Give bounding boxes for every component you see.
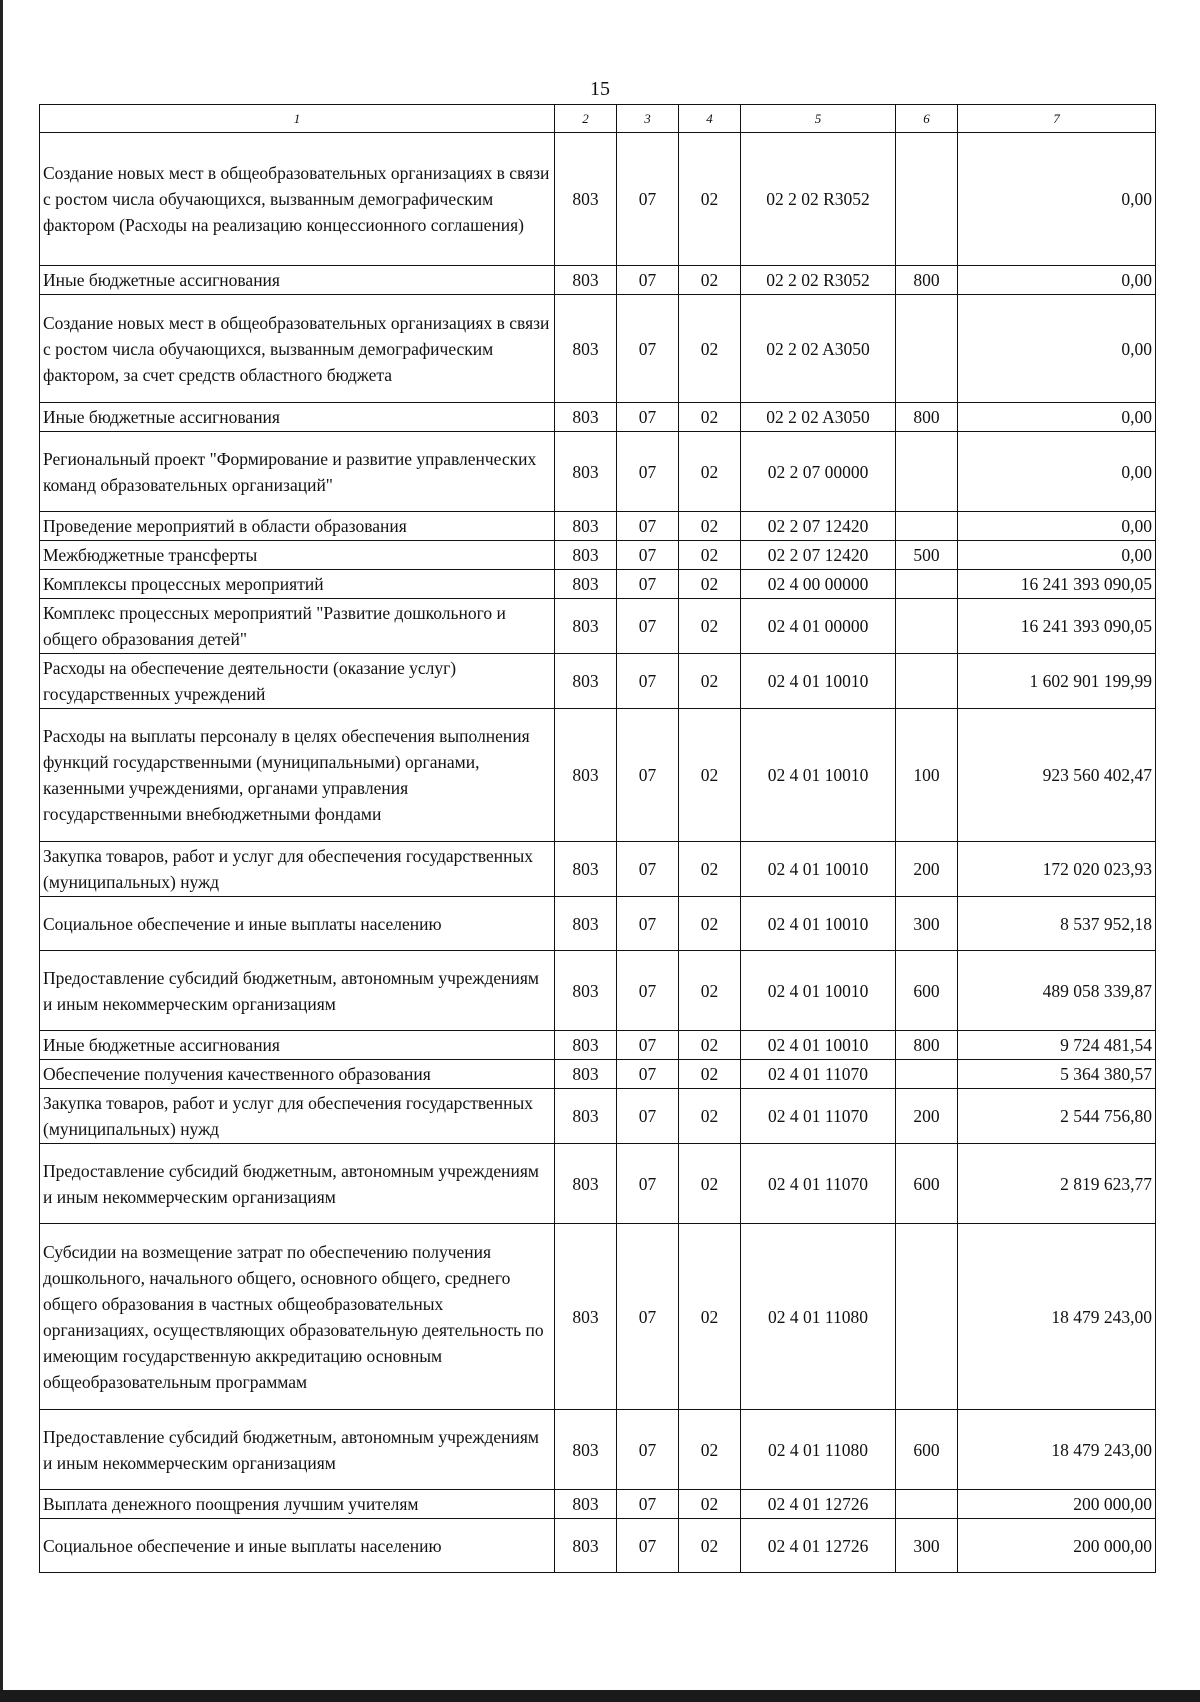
- table-row: [40, 1089, 1156, 1144]
- subsection-code: 02: [679, 1060, 741, 1089]
- subsection-code: 02: [679, 1144, 741, 1224]
- expense-type-code: 300: [896, 897, 958, 951]
- table-row: [40, 709, 1156, 842]
- amount: 16 241 393 090,05: [958, 570, 1156, 599]
- subsection-code: 02: [679, 512, 741, 541]
- line-item-name: Комплекс процессных мероприятий "Развитие дошкольного и общего образования детей": [40, 599, 555, 654]
- target-article-code: 02 4 01 10010: [741, 709, 896, 842]
- section-code: 07: [617, 1410, 679, 1490]
- section-code: 07: [617, 599, 679, 654]
- table-row: [40, 133, 1156, 266]
- section-code: 07: [617, 1144, 679, 1224]
- ministry-code: 803: [555, 1089, 617, 1144]
- table-row: [40, 295, 1156, 403]
- table-row: [40, 654, 1156, 709]
- subsection-code: 02: [679, 842, 741, 897]
- subsection-code: 02: [679, 1089, 741, 1144]
- ministry-code: 803: [555, 1060, 617, 1089]
- table-row: [40, 1144, 1156, 1224]
- amount: 18 479 243,00: [958, 1410, 1156, 1490]
- expense-type-code: [896, 1060, 958, 1089]
- target-article-code: 02 4 01 10010: [741, 951, 896, 1031]
- table-row: [40, 842, 1156, 897]
- amount: 5 364 380,57: [958, 1060, 1156, 1089]
- expense-type-code: 800: [896, 266, 958, 295]
- section-code: 07: [617, 403, 679, 432]
- table-row: [40, 1519, 1156, 1573]
- expense-type-code: 600: [896, 1410, 958, 1490]
- subsection-code: 02: [679, 1031, 741, 1060]
- line-item-name: Социальное обеспечение и иные выплаты населению: [40, 897, 555, 951]
- target-article-code: 02 2 02 A3050: [741, 295, 896, 403]
- section-code: 07: [617, 512, 679, 541]
- line-item-name: Создание новых мест в общеобразовательных организациях в связи с ростом числа обучающихся, вызванным демографическим фактором (Расходы на реализацию концессионного соглашения): [40, 133, 555, 266]
- table-row: [40, 1410, 1156, 1490]
- line-item-name: Иные бюджетные ассигнования: [40, 1031, 555, 1060]
- amount: 200 000,00: [958, 1519, 1156, 1573]
- section-code: 07: [617, 1519, 679, 1573]
- subsection-code: 02: [679, 432, 741, 512]
- table-row: [40, 512, 1156, 541]
- target-article-code: 02 4 01 11070: [741, 1089, 896, 1144]
- section-code: 07: [617, 1060, 679, 1089]
- target-article-code: 02 2 02 R3052: [741, 133, 896, 266]
- column-number: 1: [40, 105, 555, 133]
- expense-type-code: 300: [896, 1519, 958, 1573]
- column-number: 3: [617, 105, 679, 133]
- target-article-code: 02 4 01 11070: [741, 1144, 896, 1224]
- line-item-name: Обеспечение получения качественного образования: [40, 1060, 555, 1089]
- subsection-code: 02: [679, 295, 741, 403]
- ministry-code: 803: [555, 951, 617, 1031]
- ministry-code: 803: [555, 1519, 617, 1573]
- expense-type-code: 800: [896, 1031, 958, 1060]
- section-code: 07: [617, 1490, 679, 1519]
- column-number: 4: [679, 105, 741, 133]
- expense-type-code: [896, 432, 958, 512]
- line-item-name: Социальное обеспечение и иные выплаты населению: [40, 1519, 555, 1573]
- amount: 2 819 623,77: [958, 1144, 1156, 1224]
- expense-type-code: [896, 1224, 958, 1410]
- table-row: [40, 1224, 1156, 1410]
- amount: 0,00: [958, 541, 1156, 570]
- line-item-name: Иные бюджетные ассигнования: [40, 266, 555, 295]
- ministry-code: 803: [555, 541, 617, 570]
- line-item-name: Предоставление субсидий бюджетным, автономным учреждениям и иным некоммерческим организациям: [40, 1410, 555, 1490]
- ministry-code: 803: [555, 512, 617, 541]
- subsection-code: 02: [679, 403, 741, 432]
- target-article-code: 02 2 02 R3052: [741, 266, 896, 295]
- line-item-name: Закупка товаров, работ и услуг для обеспечения государственных (муниципальных) нужд: [40, 842, 555, 897]
- ministry-code: 803: [555, 295, 617, 403]
- section-code: 07: [617, 133, 679, 266]
- expense-type-code: 500: [896, 541, 958, 570]
- expense-type-code: [896, 570, 958, 599]
- table-row: [40, 266, 1156, 295]
- line-item-name: Субсидии на возмещение затрат по обеспечению получения дошкольного, начального общего, основного общего, среднего общего образования в частных общеобразовательных организациях, осуществляющих образовательную деятельность по имеющим государственную аккредитацию основным общеобразовательным программам: [40, 1224, 555, 1410]
- section-code: 07: [617, 1089, 679, 1144]
- amount: 0,00: [958, 403, 1156, 432]
- target-article-code: 02 4 01 10010: [741, 1031, 896, 1060]
- ministry-code: 803: [555, 133, 617, 266]
- expense-type-code: 200: [896, 1089, 958, 1144]
- column-number: 2: [555, 105, 617, 133]
- section-code: 07: [617, 266, 679, 295]
- amount: 16 241 393 090,05: [958, 599, 1156, 654]
- line-item-name: Создание новых мест в общеобразовательных организациях в связи с ростом числа обучающихся, вызванным демографическим фактором, за счет средств областного бюджета: [40, 295, 555, 403]
- expense-type-code: 800: [896, 403, 958, 432]
- expense-type-code: [896, 295, 958, 403]
- target-article-code: 02 4 01 12726: [741, 1519, 896, 1573]
- section-code: 07: [617, 295, 679, 403]
- section-code: 07: [617, 842, 679, 897]
- expense-type-code: 600: [896, 951, 958, 1031]
- table-row: [40, 1490, 1156, 1519]
- amount: 9 724 481,54: [958, 1031, 1156, 1060]
- target-article-code: 02 4 01 10010: [741, 654, 896, 709]
- amount: 489 058 339,87: [958, 951, 1156, 1031]
- subsection-code: 02: [679, 266, 741, 295]
- amount: 923 560 402,47: [958, 709, 1156, 842]
- target-article-code: 02 2 07 00000: [741, 432, 896, 512]
- expense-type-code: 200: [896, 842, 958, 897]
- section-code: 07: [617, 951, 679, 1031]
- ministry-code: 803: [555, 1490, 617, 1519]
- section-code: 07: [617, 709, 679, 842]
- ministry-code: 803: [555, 654, 617, 709]
- table-row: [40, 1060, 1156, 1089]
- target-article-code: 02 4 01 11080: [741, 1224, 896, 1410]
- ministry-code: 803: [555, 599, 617, 654]
- amount: 0,00: [958, 432, 1156, 512]
- ministry-code: 803: [555, 403, 617, 432]
- column-number: 5: [741, 105, 896, 133]
- line-item-name: Комплексы процессных мероприятий: [40, 570, 555, 599]
- ministry-code: 803: [555, 432, 617, 512]
- table-row: [40, 951, 1156, 1031]
- section-code: 07: [617, 1224, 679, 1410]
- subsection-code: 02: [679, 709, 741, 842]
- table-row: [40, 897, 1156, 951]
- section-code: 07: [617, 897, 679, 951]
- ministry-code: 803: [555, 709, 617, 842]
- ministry-code: 803: [555, 1410, 617, 1490]
- page-number: 15: [590, 78, 610, 100]
- column-number: 6: [896, 105, 958, 133]
- target-article-code: 02 4 01 10010: [741, 897, 896, 951]
- table-row: [40, 599, 1156, 654]
- ministry-code: 803: [555, 266, 617, 295]
- target-article-code: 02 4 01 12726: [741, 1490, 896, 1519]
- target-article-code: 02 4 01 00000: [741, 599, 896, 654]
- section-code: 07: [617, 541, 679, 570]
- amount: 172 020 023,93: [958, 842, 1156, 897]
- ministry-code: 803: [555, 1031, 617, 1060]
- subsection-code: 02: [679, 654, 741, 709]
- amount: 2 544 756,80: [958, 1089, 1156, 1144]
- amount: 0,00: [958, 266, 1156, 295]
- amount: 200 000,00: [958, 1490, 1156, 1519]
- scan-left-edge: [0, 0, 3, 1690]
- line-item-name: Региональный проект "Формирование и развитие управленческих команд образовательных организаций": [40, 432, 555, 512]
- line-item-name: Расходы на выплаты персоналу в целях обеспечения выполнения функций государственными (муниципальными) органами, казенными учреждениями, органами управления государственными внебюджетными фондами: [40, 709, 555, 842]
- amount: 0,00: [958, 295, 1156, 403]
- amount: 8 537 952,18: [958, 897, 1156, 951]
- expense-type-code: [896, 599, 958, 654]
- table-row: [40, 541, 1156, 570]
- subsection-code: 02: [679, 1490, 741, 1519]
- amount: 18 479 243,00: [958, 1224, 1156, 1410]
- column-number: 7: [958, 105, 1156, 133]
- line-item-name: Проведение мероприятий в области образования: [40, 512, 555, 541]
- ministry-code: 803: [555, 1224, 617, 1410]
- section-code: 07: [617, 1031, 679, 1060]
- target-article-code: 02 4 01 10010: [741, 842, 896, 897]
- subsection-code: 02: [679, 541, 741, 570]
- table-row: [40, 1031, 1156, 1060]
- amount: 0,00: [958, 133, 1156, 266]
- expense-type-code: 100: [896, 709, 958, 842]
- scan-bottom-edge: [0, 1690, 1200, 1702]
- target-article-code: 02 2 07 12420: [741, 512, 896, 541]
- subsection-code: 02: [679, 951, 741, 1031]
- subsection-code: 02: [679, 133, 741, 266]
- subsection-code: 02: [679, 897, 741, 951]
- subsection-code: 02: [679, 1410, 741, 1490]
- amount: 1 602 901 199,99: [958, 654, 1156, 709]
- line-item-name: Иные бюджетные ассигнования: [40, 403, 555, 432]
- target-article-code: 02 4 01 11080: [741, 1410, 896, 1490]
- expense-type-code: 600: [896, 1144, 958, 1224]
- amount: 0,00: [958, 512, 1156, 541]
- line-item-name: Расходы на обеспечение деятельности (оказание услуг) государственных учреждений: [40, 654, 555, 709]
- section-code: 07: [617, 432, 679, 512]
- ministry-code: 803: [555, 570, 617, 599]
- expense-type-code: [896, 512, 958, 541]
- ministry-code: 803: [555, 897, 617, 951]
- expense-type-code: [896, 654, 958, 709]
- line-item-name: Выплата денежного поощрения лучшим учителям: [40, 1490, 555, 1519]
- section-code: 07: [617, 654, 679, 709]
- subsection-code: 02: [679, 570, 741, 599]
- table-row: [40, 403, 1156, 432]
- line-item-name: Предоставление субсидий бюджетным, автономным учреждениям и иным некоммерческим организациям: [40, 1144, 555, 1224]
- budget-table: [39, 104, 1156, 1573]
- column-number-row: [40, 105, 1156, 133]
- target-article-code: 02 4 01 11070: [741, 1060, 896, 1089]
- target-article-code: 02 2 02 A3050: [741, 403, 896, 432]
- line-item-name: Предоставление субсидий бюджетным, автономным учреждениям и иным некоммерческим организациям: [40, 951, 555, 1031]
- expense-type-code: [896, 133, 958, 266]
- expense-type-code: [896, 1490, 958, 1519]
- line-item-name: Межбюджетные трансферты: [40, 541, 555, 570]
- table-row: [40, 432, 1156, 512]
- subsection-code: 02: [679, 1519, 741, 1573]
- target-article-code: 02 4 00 00000: [741, 570, 896, 599]
- table-row: [40, 570, 1156, 599]
- ministry-code: 803: [555, 842, 617, 897]
- subsection-code: 02: [679, 599, 741, 654]
- ministry-code: 803: [555, 1144, 617, 1224]
- subsection-code: 02: [679, 1224, 741, 1410]
- line-item-name: Закупка товаров, работ и услуг для обеспечения государственных (муниципальных) нужд: [40, 1089, 555, 1144]
- section-code: 07: [617, 570, 679, 599]
- target-article-code: 02 2 07 12420: [741, 541, 896, 570]
